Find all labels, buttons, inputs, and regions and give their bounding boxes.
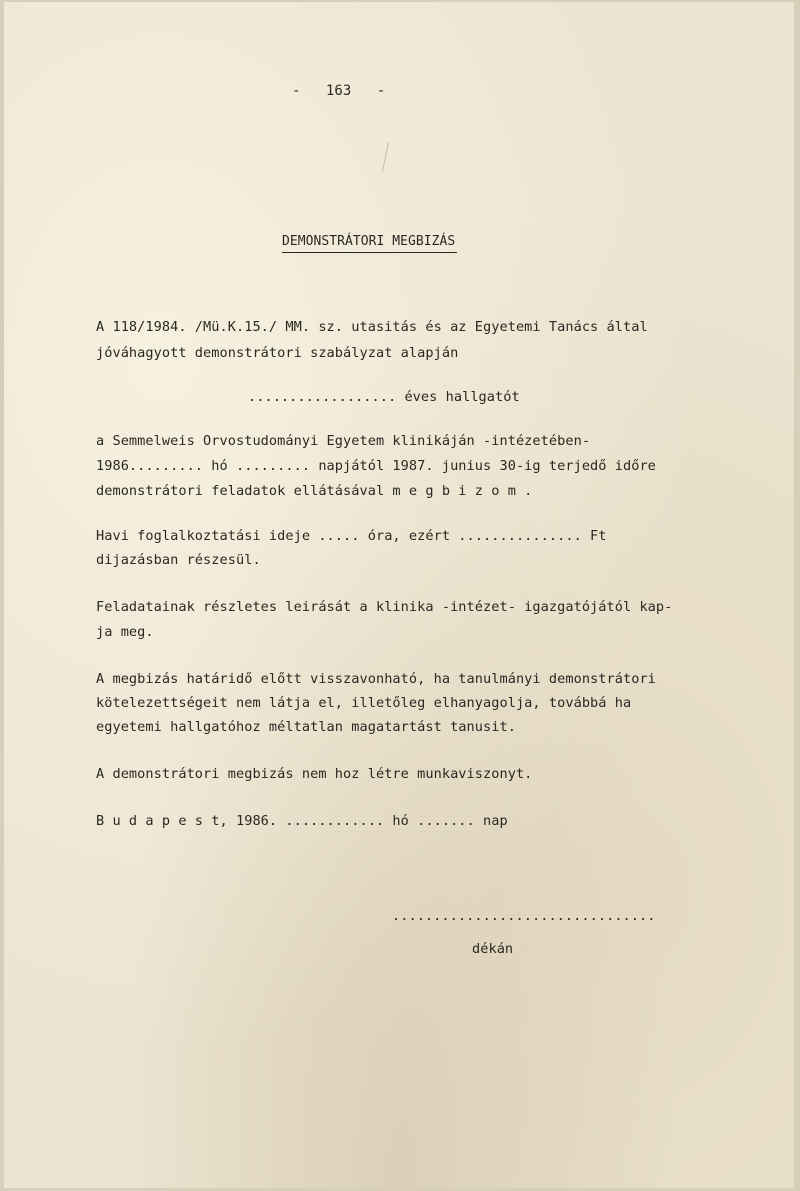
revocation-line-1: A megbizás határidő előtt visszavonható, ha tanulmányi demonstrátori	[96, 671, 656, 687]
signature-label: dékán	[472, 941, 514, 957]
document-page	[4, 2, 794, 1188]
title-underline	[282, 252, 457, 253]
working-hours-line-1: Havi foglalkoztatási ideje ..... óra, ezért ............... Ft	[96, 528, 607, 544]
duties-line-2: ja meg.	[96, 624, 154, 640]
document-title: DEMONSTRÁTORI MEGBIZÁS	[282, 234, 456, 249]
pencil-mark	[382, 142, 391, 172]
assignment-line-1: a Semmelweis Orvostudományi Egyetem klinikáján -intézetében-	[96, 433, 591, 449]
page-number: - 163 -	[292, 83, 386, 99]
revocation-line-3: egyetemi hallgatóhoz méltatlan magatartást tanusit.	[96, 719, 516, 735]
assignment-line-3: demonstrátori feladatok ellátásával m e g b i z o m .	[96, 483, 533, 499]
revocation-line-2: kötelezettségeit nem látja el, illetőleg elhanyagolja, továbbá ha	[96, 695, 632, 711]
place-date-line: B u d a p e s t, 1986. ............ hó ....... nap	[96, 813, 508, 829]
intro-line-2: jóváhagyott demonstrátori szabályzat alapján	[96, 345, 459, 361]
assignment-line-2: 1986......... hó ......... napjától 1987. junius 30-ig terjedő időre	[96, 458, 656, 474]
employment-note: A demonstrátori megbizás nem hoz létre munkaviszonyt.	[96, 766, 533, 782]
student-year-line: .................. éves hallgatót	[248, 389, 520, 405]
working-hours-line-2: dijazásban részesül.	[96, 552, 261, 568]
duties-line-1: Feladatainak részletes leirását a klinika -intézet- igazgatójától kap-	[96, 599, 673, 615]
intro-line-1: A 118/1984. /Mü.K.15./ MM. sz. utasitás és az Egyetemi Tanács által	[96, 319, 648, 335]
signature-line: ................................	[392, 908, 656, 924]
